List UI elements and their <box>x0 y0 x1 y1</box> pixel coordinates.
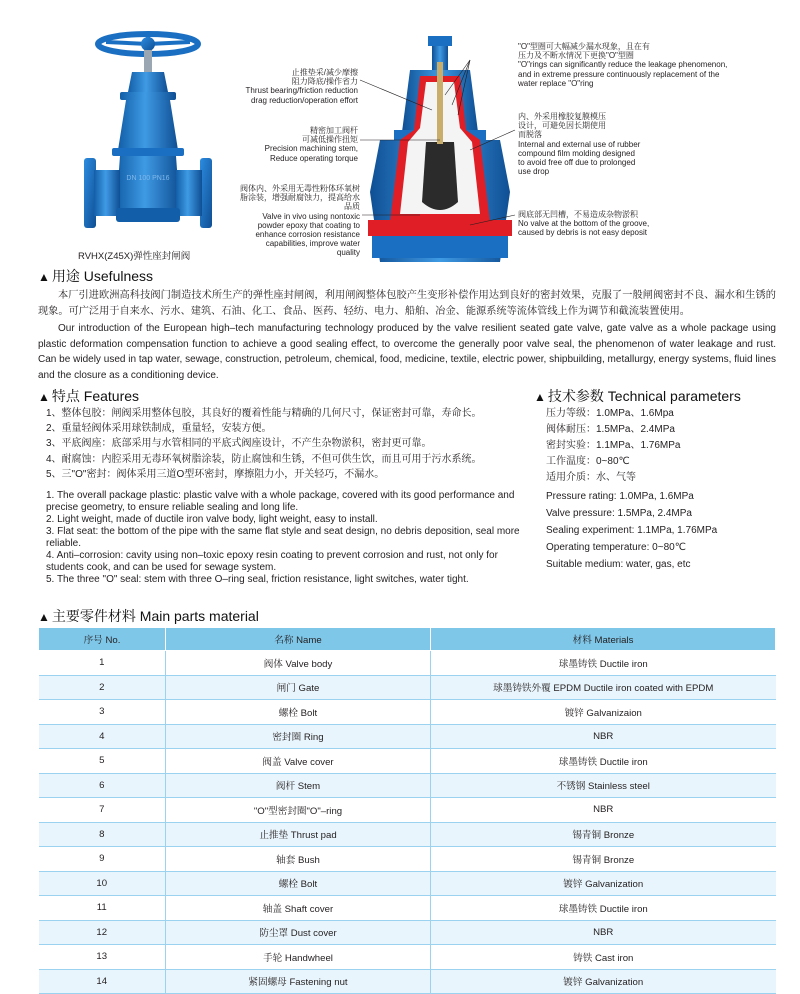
callout-epoxy-coating: 阀体内、外采用无毒性粉体环氧树 脂涂装，增强耐腐蚀力，提高给水 品质 Valve in vivo using nontoxic powder epoxy that coating to enhance corrosion resistance capabilities, improve water quality <box>240 184 360 258</box>
list-item: Valve pressure: 1.5MPa, 2.4MPa <box>546 508 692 519</box>
part-number-cell: 10 <box>39 871 166 896</box>
part-material-cell: 锡青铜 Bronze <box>431 847 776 872</box>
features-en-list <box>46 490 526 586</box>
triangle-icon: ▲ <box>38 610 50 624</box>
list-item: 1、整体包胶：闸阀采用整体包胶，其良好的覆着性能与精确的几何尺寸，保证密封可靠，寿命长。 <box>46 408 482 419</box>
triangle-icon: ▲ <box>38 270 50 284</box>
table-row <box>39 896 776 921</box>
list-item: 2、重量轻阀体采用球铁制成，重量轻，安装方便。 <box>46 423 272 435</box>
part-number-cell: 9 <box>39 847 166 872</box>
part-number-cell: 2 <box>39 675 166 700</box>
part-material-cell: 镀锌 Galvanizaion <box>431 700 776 725</box>
list-item: 阀体耐压：1.5MPa、2.4MPa <box>546 424 675 435</box>
part-name-cell: 止推垫 Thrust pad <box>166 822 431 847</box>
table-header-row <box>39 628 776 651</box>
features-zh-list <box>46 406 526 482</box>
part-number-cell: 1 <box>39 651 166 676</box>
callout-rubber-film: 内、外采用橡胶复膜模压 设计，可避免因长期使用 而脱落 Internal and external use of rubber compound film molding designed to avoid free off due to prolonged use drop <box>518 112 641 177</box>
list-item: 2. Light weight, made of ductile iron valve body, light weight, easy to install. <box>46 514 378 525</box>
part-name-cell: 密封圈 Ring <box>166 724 431 749</box>
product-caption: RVHX(Z45X)弹性座封闸阀 <box>78 251 191 262</box>
table-row <box>39 945 776 970</box>
column-header: 材料 Materials <box>431 628 776 651</box>
part-material-cell: 镀锌 Galvanization <box>431 969 776 994</box>
column-header: 序号 No. <box>39 628 166 651</box>
usefulness-zh: 本厂引进欧洲高科技阀门制造技术所生产的弹性座封闸阀，利用闸阀整体包胶产生变形补偿作用达到良好的密封效果，克服了一般闸阀密封不良、漏水和生锈的现象。可广泛用于自来水、污水、建筑、石油、化工、食品、医药、轻纺、电力、船舶、冶金、能源系统等流体管线上作为调节和截流装置使用。 <box>38 290 776 317</box>
list-item: 3. Flat seat: the bottom of the pipe with the same flat style and seat design, no debris deposition, seal more reliable. <box>46 526 520 549</box>
triangle-icon: ▲ <box>38 390 50 404</box>
part-name-cell: 闸门 Gate <box>166 675 431 700</box>
table-row <box>39 969 776 994</box>
table-row <box>39 871 776 896</box>
parts-table <box>38 627 776 994</box>
callout-o-ring: "O"型圈可大幅减少漏水现象，且在有 压力及不断水情况下更换"O"型圈 "O"rings can significantly reduce the leakage phenomenon, and in extreme pressure continuously replacement of the water replace "O"ring <box>518 42 728 88</box>
usefulness-heading: ▲ 用途 Usefulness <box>38 268 154 284</box>
part-number-cell: 8 <box>39 822 166 847</box>
parts-table-body <box>39 651 776 994</box>
list-item: 适用介质：水、气等 <box>546 472 636 483</box>
part-material-cell: NBR <box>431 724 776 749</box>
part-number-cell: 5 <box>39 749 166 774</box>
list-item: 5、三"O"密封：阀体采用三道O型环密封，摩擦阻力小，开关轻巧，不漏水。 <box>46 468 385 480</box>
part-number-cell: 14 <box>39 969 166 994</box>
part-material-cell: 球墨铸铁 Ductile iron <box>431 749 776 774</box>
part-number-cell: 7 <box>39 798 166 823</box>
part-name-cell: 螺栓 Bolt <box>166 700 431 725</box>
part-material-cell: 球墨铸铁外覆 EPDM Ductile iron coated with EPDM <box>431 675 776 700</box>
column-header: 名称 Name <box>166 628 431 651</box>
part-number-cell: 11 <box>39 896 166 921</box>
part-name-cell: 手轮 Handwheel <box>166 945 431 970</box>
list-item: 3、平底阀座：底部采用与水管相同的平底式阀座设计，不产生杂物淤积，密封更可靠。 <box>46 438 432 450</box>
triangle-icon: ▲ <box>534 390 546 404</box>
table-row <box>39 798 776 823</box>
part-material-cell: 铸铁 Cast iron <box>431 945 776 970</box>
technical-zh-list <box>546 406 681 486</box>
part-number-cell: 4 <box>39 724 166 749</box>
list-item: Operating temperature: 0~80℃ <box>546 542 686 553</box>
part-number-cell: 12 <box>39 920 166 945</box>
part-name-cell: 螺栓 Bolt <box>166 871 431 896</box>
table-row <box>39 724 776 749</box>
table-row <box>39 822 776 847</box>
callout-thrust-bearing: 止推垫采/减少摩擦 阻力降底/操作省力 Thrust bearing/friction reduction drag reduction/operation effort <box>245 68 358 105</box>
table-row <box>39 749 776 774</box>
body-lettering: DN 100 PN16 <box>126 175 170 182</box>
part-number-cell: 3 <box>39 700 166 725</box>
table-row <box>39 700 776 725</box>
list-item: 1. The overall package plastic: plastic valve with a whole package, covered with its good performance and precise geometry, to ensure reliable sealing and long life. <box>46 490 515 513</box>
list-item: 密封实验：1.1MPa、1.76MPa <box>546 440 681 451</box>
part-name-cell: "O"型密封圈"O"–ring <box>166 798 431 823</box>
part-material-cell: 镀锌 Galvanization <box>431 871 776 896</box>
list-item: 4、耐腐蚀：内腔采用无毒环氧树脂涂装，防止腐蚀和生锈，不但可供生饮，而且可用于污水系统。 <box>46 453 482 465</box>
list-item: 4. Anti–corrosion: cavity using non–toxic epoxy resin coating to prevent corrosion and rust, not only for students cook, and can be used for sewage system. <box>46 550 498 573</box>
list-item: 5. The three "O" seal: stem with three O–ring seal, friction resistance, light switches, water tight. <box>46 574 469 585</box>
part-name-cell: 阀盖 Valve cover <box>166 749 431 774</box>
features-heading: ▲ 特点 Features <box>38 388 140 404</box>
usefulness-en: Our introduction of the European high–tech manufacturing technology produced by the valve resilient seated gate valve, gate valve as a whole package using plastic deformation compensation function to achieve a good sealing effect, to overcome the generally poor valve seal, the phenomenon of water leakage and rust. Can be widely used in tap water, sewage, construction, petroleum, chemical, food, medicine, textile, electric power, shipbuilding, metallurgy, energy systems, fluid lines and the closure as a conditioning device. <box>38 323 776 381</box>
part-name-cell: 阀杆 Stem <box>166 773 431 798</box>
table-row <box>39 920 776 945</box>
table-row <box>39 675 776 700</box>
callout-no-groove: 阀底部无凹槽，不易造成杂物淤积 No valve at the bottom of the groove, caused by debris is not easy deposit <box>518 210 650 238</box>
list-item: 压力等级：1.0MPa、1.6Mpa <box>546 408 674 419</box>
part-material-cell: NBR <box>431 920 776 945</box>
part-material-cell: 球墨铸铁 Ductile iron <box>431 651 776 676</box>
part-name-cell: 阀体 Valve body <box>166 651 431 676</box>
part-name-cell: 轴套 Bush <box>166 847 431 872</box>
part-material-cell: 锡青铜 Bronze <box>431 822 776 847</box>
part-name-cell: 轴盖 Shaft cover <box>166 896 431 921</box>
table-row <box>39 651 776 676</box>
part-material-cell: NBR <box>431 798 776 823</box>
table-row <box>39 773 776 798</box>
list-item: Suitable medium: water, gas, etc <box>546 559 691 570</box>
list-item: Sealing experiment: 1.1MPa, 1.76MPa <box>546 525 718 536</box>
part-name-cell: 紧固螺母 Fastening nut <box>166 969 431 994</box>
table-row <box>39 847 776 872</box>
part-material-cell: 球墨铸铁 Ductile iron <box>431 896 776 921</box>
list-item: Pressure rating: 1.0MPa, 1.6MPa <box>546 491 694 502</box>
part-number-cell: 6 <box>39 773 166 798</box>
callout-precision-stem: 精密加工阀杆 可减低操作扭矩 Precision machining stem, Reduce operating torque <box>264 126 358 163</box>
list-item: 工作温度：0~80℃ <box>546 456 630 467</box>
part-number-cell: 13 <box>39 945 166 970</box>
part-name-cell: 防尘罩 Dust cover <box>166 920 431 945</box>
part-material-cell: 不锈钢 Stainless steel <box>431 773 776 798</box>
parts-heading: ▲ 主要零件材料 Main parts material <box>38 608 259 624</box>
technical-en-list <box>546 488 717 573</box>
technical-heading: ▲ 技术参数 Technical parameters <box>534 388 741 404</box>
